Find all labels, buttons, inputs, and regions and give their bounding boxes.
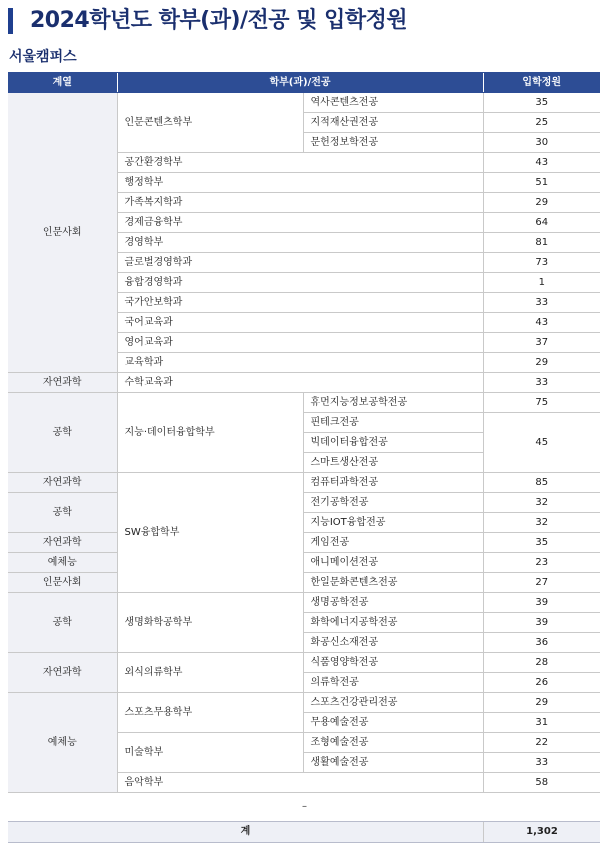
dept-cell: 경제금융학부 xyxy=(117,213,483,233)
table-row xyxy=(8,553,600,573)
total-value: 1,302 xyxy=(526,826,558,837)
quota-cell: 33 xyxy=(483,753,600,773)
quota-cell: 39 xyxy=(483,613,600,633)
field-cell: 자연과학 xyxy=(8,533,117,553)
dept-cell: 영어교육과 xyxy=(117,333,483,353)
major-cell: 전기공학전공 xyxy=(303,493,483,513)
admission-quota-table xyxy=(8,72,600,793)
header-dept: 학부(과)/전공 xyxy=(117,73,483,93)
header-quota: 입학정원 xyxy=(483,73,600,93)
dept-cell: 생명화학공학부 xyxy=(117,593,303,653)
quota-cell: 36 xyxy=(483,633,600,653)
field-cell: 자연과학 xyxy=(8,473,117,493)
quota-cell: 30 xyxy=(483,133,600,153)
dept-cell: 경영학부 xyxy=(117,233,483,253)
table-row xyxy=(8,593,600,613)
quota-cell: 26 xyxy=(483,673,600,693)
field-cell: 예체능 xyxy=(8,553,117,573)
quota-cell: 75 xyxy=(483,393,600,413)
table-row xyxy=(8,393,600,413)
quota-cell: 37 xyxy=(483,333,600,353)
dept-cell: 지능·데이터융합학부 xyxy=(117,393,303,473)
quota-cell: 85 xyxy=(483,473,600,493)
page-title: 2024학년도 학부(과)/전공 및 입학정원 xyxy=(30,8,408,33)
major-cell: 무용예술전공 xyxy=(303,713,483,733)
table-row xyxy=(8,373,600,393)
quota-cell: 35 xyxy=(483,533,600,553)
quota-cell: 45 xyxy=(483,413,600,473)
major-cell: 생활예술전공 xyxy=(303,753,483,773)
major-cell: 화공신소재전공 xyxy=(303,633,483,653)
quota-cell: 31 xyxy=(483,713,600,733)
table-row xyxy=(8,533,600,553)
quota-cell: 27 xyxy=(483,573,600,593)
table-row xyxy=(8,693,600,713)
dept-cell: 글로벌경영학과 xyxy=(117,253,483,273)
major-cell: 화학에너지공학전공 xyxy=(303,613,483,633)
field-cell: 예체능 xyxy=(8,693,117,793)
quota-cell: 64 xyxy=(483,213,600,233)
field-cell: 인문사회 xyxy=(8,93,117,373)
dept-cell: 공간환경학부 xyxy=(117,153,483,173)
quota-cell: 29 xyxy=(483,353,600,373)
field-cell: 공학 xyxy=(8,593,117,653)
quota-cell: 43 xyxy=(483,153,600,173)
quota-cell: 33 xyxy=(483,293,600,313)
quota-cell: 35 xyxy=(483,93,600,113)
dept-cell: 가족복지학과 xyxy=(117,193,483,213)
major-cell: 한일문화콘텐츠전공 xyxy=(303,573,483,593)
header-field: 계열 xyxy=(8,73,117,93)
quota-cell: 58 xyxy=(483,773,600,793)
total-label: 계 xyxy=(240,826,251,837)
quota-cell: 23 xyxy=(483,553,600,573)
major-cell: 빅데이터융합전공 xyxy=(303,433,483,453)
quota-cell: 29 xyxy=(483,693,600,713)
total-row xyxy=(8,821,600,843)
quota-cell: 33 xyxy=(483,373,600,393)
major-cell: 조형예술전공 xyxy=(303,733,483,753)
quota-cell: 29 xyxy=(483,193,600,213)
quota-cell: 51 xyxy=(483,173,600,193)
major-cell: 스포츠건강관리전공 xyxy=(303,693,483,713)
quota-cell: 22 xyxy=(483,733,600,753)
quota-cell: 25 xyxy=(483,113,600,133)
major-cell: 의류학전공 xyxy=(303,673,483,693)
field-cell: 공학 xyxy=(8,393,117,473)
table-row xyxy=(8,473,600,493)
major-cell: 컴퓨터과학전공 xyxy=(303,473,483,493)
major-cell: 지적재산권전공 xyxy=(303,113,483,133)
table-row xyxy=(8,93,600,113)
quota-cell: 32 xyxy=(483,493,600,513)
quota-cell: 32 xyxy=(483,513,600,533)
major-cell: 애니메이션전공 xyxy=(303,553,483,573)
dept-cell: 행정학부 xyxy=(117,173,483,193)
quota-cell: 1 xyxy=(483,273,600,293)
major-cell: 식품영양학전공 xyxy=(303,653,483,673)
quota-cell: 39 xyxy=(483,593,600,613)
dept-cell: 국어교육과 xyxy=(117,313,483,333)
field-cell: 자연과학 xyxy=(8,373,117,393)
major-cell: 생명공학전공 xyxy=(303,593,483,613)
dept-cell: 수학교육과 xyxy=(117,373,483,393)
table-row xyxy=(8,653,600,673)
separator-dash: – xyxy=(302,801,307,812)
field-cell: 자연과학 xyxy=(8,653,117,693)
dept-cell: 스포츠무용학부 xyxy=(117,693,303,733)
major-cell: 역사콘텐츠전공 xyxy=(303,93,483,113)
dept-cell: 인문콘텐츠학부 xyxy=(117,93,303,153)
field-cell: 공학 xyxy=(8,493,117,533)
title-accent-bar xyxy=(8,8,13,34)
dept-cell: 외식의류학부 xyxy=(117,653,303,693)
quota-cell: 43 xyxy=(483,313,600,333)
quota-cell: 81 xyxy=(483,233,600,253)
table-row xyxy=(8,573,600,593)
major-cell: 지능IOT융합전공 xyxy=(303,513,483,533)
dept-cell: 국가안보학과 xyxy=(117,293,483,313)
dept-cell: 미술학부 xyxy=(117,733,303,773)
major-cell: 문헌정보학전공 xyxy=(303,133,483,153)
dept-cell: 교육학과 xyxy=(117,353,483,373)
major-cell: 스마트생산전공 xyxy=(303,453,483,473)
dept-cell: 음악학부 xyxy=(117,773,483,793)
major-cell: 게임전공 xyxy=(303,533,483,553)
major-cell: 핀테크전공 xyxy=(303,413,483,433)
quota-cell: 28 xyxy=(483,653,600,673)
dept-cell: 융합경영학과 xyxy=(117,273,483,293)
table-header-row xyxy=(8,73,600,93)
campus-heading: 서울캠퍼스 xyxy=(9,49,77,65)
table-row xyxy=(8,493,600,513)
major-cell: 휴먼지능정보공학전공 xyxy=(303,393,483,413)
field-cell: 인문사회 xyxy=(8,573,117,593)
quota-cell: 73 xyxy=(483,253,600,273)
dept-cell: SW융합학부 xyxy=(117,473,303,593)
